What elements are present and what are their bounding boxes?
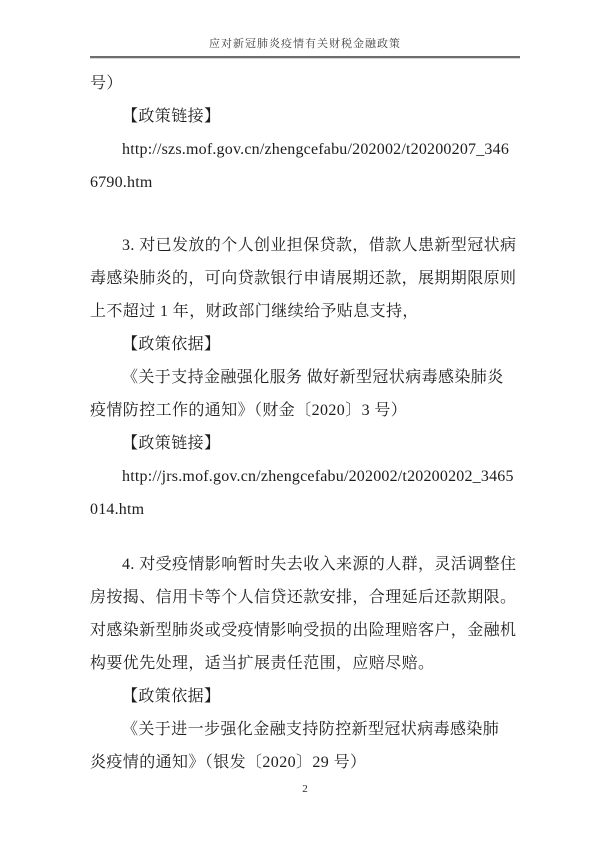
- page-number: 2: [302, 783, 308, 795]
- policy-basis-doc-1-line-1: 《关于支持金融强化服务 做好新型冠状病毒感染肺炎: [122, 369, 504, 386]
- policy-url-1-line-1: http://szs.mof.gov.cn/zhengcefabu/202002/t20200207_346: [122, 141, 510, 158]
- policy-url-2-line-2: 014.htm: [90, 501, 145, 518]
- paragraph-3-line-1: 3. 对已发放的个人创业担保贷款，借款人患新型冠状病: [122, 237, 517, 254]
- policy-url-2-line-1: http://jrs.mof.gov.cn/zhengcefabu/202002/t20200202_3465: [122, 468, 514, 485]
- paragraph-4-line-3: 对感染新型肺炎或受疫情影响受损的出险理赔客户，金融机: [90, 622, 517, 639]
- policy-basis-doc-2-line-2: 炎疫情的通知》（银发〔2020〕29 号）: [90, 754, 367, 771]
- continuation-line: 号）: [90, 75, 123, 92]
- document-body: [90, 67, 520, 779]
- policy-url-1-line-2: 6790.htm: [90, 174, 153, 191]
- section-gap: [90, 526, 520, 548]
- section-gap: [90, 199, 520, 229]
- paragraph-3-line-3: 上不超过 1 年，财政部门继续给予贴息支持，: [90, 303, 419, 320]
- paragraph-4-line-1: 4. 对受疫情影响暂时失去收入来源的人群，灵活调整住: [122, 556, 517, 573]
- policy-basis-doc-1-line-2: 疫情防控工作的通知》（财金〔2020〕3 号）: [90, 402, 408, 419]
- paragraph-4-line-2: 房按揭、信用卡等个人信贷还款安排，合理延后还款期限。: [90, 589, 517, 606]
- paragraph-3-line-2: 毒感染肺炎的，可向贷款银行申请展期还款，展期期限原则: [90, 270, 517, 287]
- policy-basis-label-1: 【政策依据】: [122, 336, 221, 353]
- paragraph-4-line-4: 构要优先处理，适当扩展责任范围，应赔尽赔。: [90, 655, 435, 672]
- policy-link-label-2: 【政策链接】: [122, 435, 221, 452]
- policy-basis-label-2: 【政策依据】: [122, 688, 221, 705]
- policy-link-label-1: 【政策链接】: [122, 108, 221, 125]
- header-divider: [90, 56, 520, 59]
- page-header-title: 应对新冠肺炎疫情有关财税金融政策: [209, 38, 401, 50]
- policy-basis-doc-2-line-1: 《关于进一步强化金融支持防控新型冠状病毒感染肺: [122, 721, 500, 738]
